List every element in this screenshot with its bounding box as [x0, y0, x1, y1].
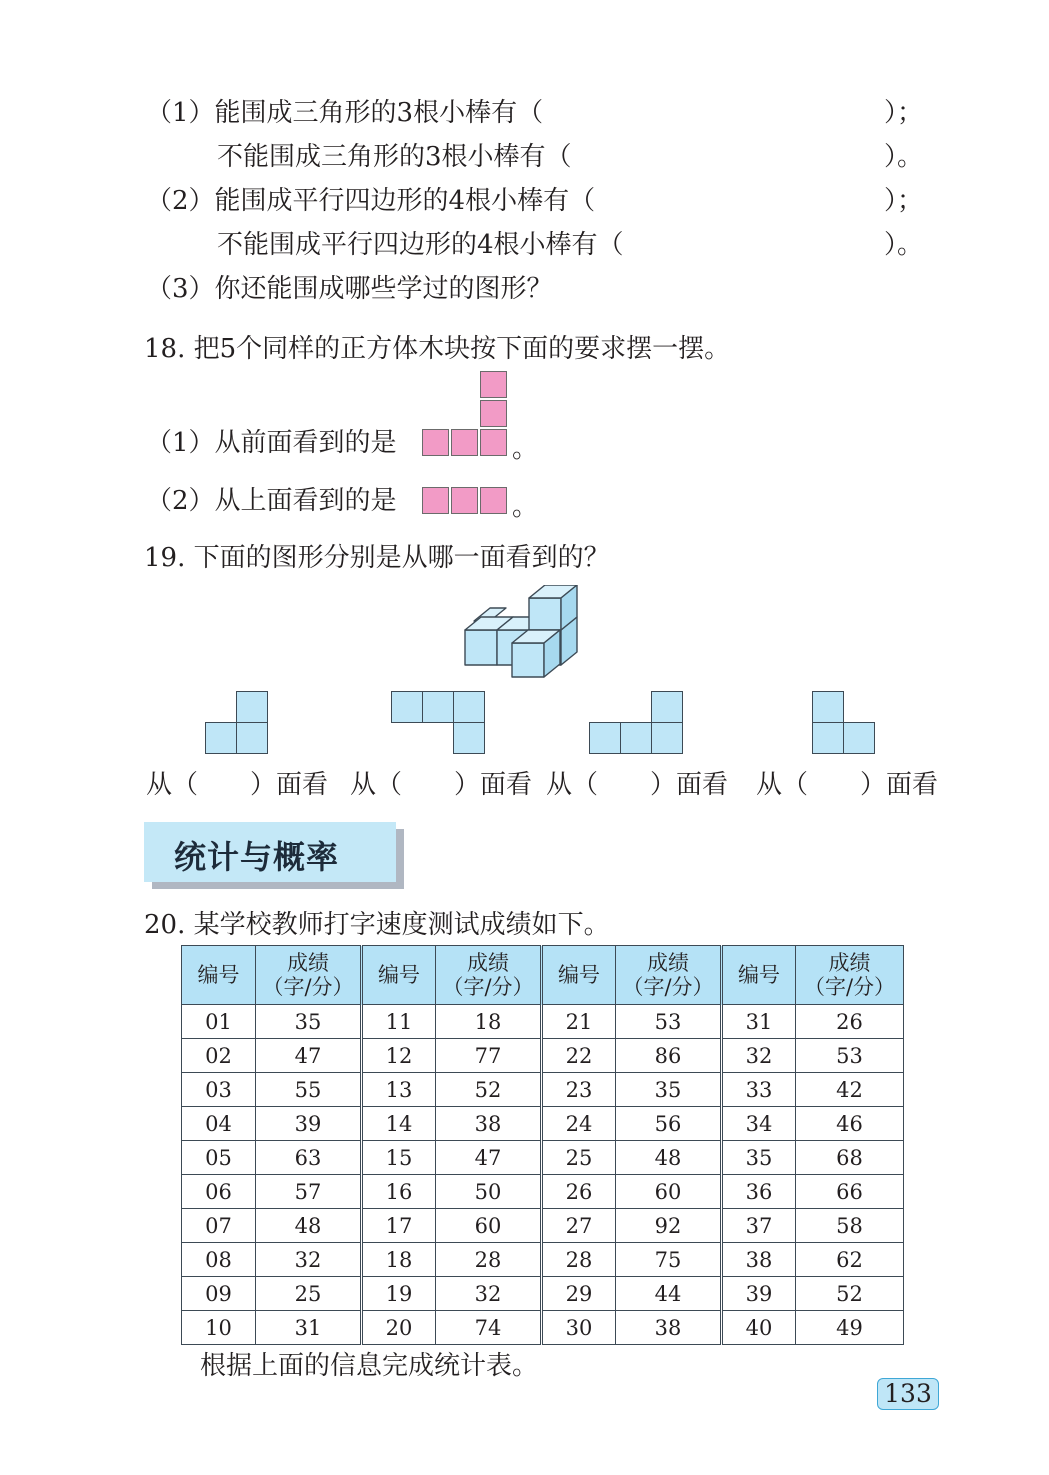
table-cell-score: 66: [796, 1175, 904, 1209]
table-cell-id: 23: [542, 1073, 616, 1107]
table-header-row: [182, 946, 904, 1005]
blue-square: [453, 691, 485, 723]
table-cell-score: 62: [796, 1243, 904, 1277]
table-cell-score: 47: [256, 1039, 362, 1073]
table-cell-id: 08: [182, 1243, 256, 1277]
table-cell-score: 39: [256, 1107, 362, 1141]
table-cell-score: 31: [256, 1311, 362, 1345]
table-cell-id: 02: [182, 1039, 256, 1073]
table-cell-score: 49: [796, 1311, 904, 1345]
pink-square: [422, 487, 449, 514]
q20-footer-instruction: 根据上面的信息完成统计表。: [200, 1351, 539, 1381]
table-cell-score: 35: [256, 1005, 362, 1039]
table-row: [182, 1175, 904, 1209]
table-cell-id: 33: [722, 1073, 796, 1107]
table-cell-score: 18: [436, 1005, 542, 1039]
table-cell-score: 53: [796, 1039, 904, 1073]
q17-part1-line2: 不能围成三角形的3根小棒有（: [217, 142, 572, 172]
table-cell-score: 46: [796, 1107, 904, 1141]
table-row: [182, 1311, 904, 1345]
table-cell-score: 86: [616, 1039, 722, 1073]
table-cell-score: 55: [256, 1073, 362, 1107]
blue-square: [651, 691, 683, 723]
header-score: 成绩 （字/分）: [796, 946, 904, 1005]
pink-square: [480, 429, 507, 456]
table-cell-id: 01: [182, 1005, 256, 1039]
table-row: [182, 1039, 904, 1073]
q17-part1-line2-end: ）。: [884, 142, 924, 172]
table-row: [182, 1005, 904, 1039]
table-cell-score: 48: [616, 1141, 722, 1175]
table-cell-score: 58: [796, 1209, 904, 1243]
blue-square: [453, 722, 485, 754]
table-row: [182, 1107, 904, 1141]
table-cell-id: 04: [182, 1107, 256, 1141]
table-cell-score: 26: [796, 1005, 904, 1039]
q18-top-view-label: （2）从上面看到的是: [146, 486, 397, 516]
q17-part1-line1: （1）能围成三角形的3根小棒有（: [146, 98, 544, 128]
table-cell-score: 68: [796, 1141, 904, 1175]
pink-square: [480, 487, 507, 514]
table-row: [182, 1073, 904, 1107]
table-cell-id: 15: [362, 1141, 436, 1175]
blue-square: [391, 691, 423, 723]
q19-view-label-3: 从（ ）面看: [546, 770, 729, 800]
table-cell-id: 31: [722, 1005, 796, 1039]
table-cell-score: 32: [436, 1277, 542, 1311]
table-cell-score: 52: [796, 1277, 904, 1311]
table-cell-score: 32: [256, 1243, 362, 1277]
table-cell-id: 34: [722, 1107, 796, 1141]
table-cell-id: 21: [542, 1005, 616, 1039]
page-number: 133: [877, 1378, 939, 1410]
table-cell-id: 25: [542, 1141, 616, 1175]
q18-period-2: 。: [512, 492, 539, 522]
table-cell-id: 17: [362, 1209, 436, 1243]
table-cell-id: 13: [362, 1073, 436, 1107]
blue-square: [236, 722, 268, 754]
q19-view-label-1: 从（ ）面看: [146, 770, 329, 800]
table-cell-id: 22: [542, 1039, 616, 1073]
table-cell-id: 24: [542, 1107, 616, 1141]
blue-square: [651, 722, 683, 754]
table-cell-score: 77: [436, 1039, 542, 1073]
table-cell-id: 35: [722, 1141, 796, 1175]
table-cell-score: 48: [256, 1209, 362, 1243]
header-id: 编号: [542, 946, 616, 1005]
table-cell-score: 92: [616, 1209, 722, 1243]
typing-score-table: [181, 945, 904, 1345]
table-cell-id: 11: [362, 1005, 436, 1039]
blue-square: [812, 722, 844, 754]
table-cell-score: 44: [616, 1277, 722, 1311]
table-cell-score: 74: [436, 1311, 542, 1345]
table-cell-id: 05: [182, 1141, 256, 1175]
q20-title: 20. 某学校教师打字速度测试成绩如下。: [144, 910, 610, 940]
q17-part1-line1-end: ）；: [884, 98, 924, 128]
table-cell-id: 32: [722, 1039, 796, 1073]
blue-square: [620, 722, 652, 754]
blue-square: [589, 722, 621, 754]
table-cell-id: 38: [722, 1243, 796, 1277]
section-banner: [144, 822, 396, 882]
table-row: [182, 1243, 904, 1277]
table-cell-score: 50: [436, 1175, 542, 1209]
table-cell-score: 53: [616, 1005, 722, 1039]
blue-square: [236, 691, 268, 723]
table-cell-score: 42: [796, 1073, 904, 1107]
table-cell-id: 18: [362, 1243, 436, 1277]
header-score: 成绩 （字/分）: [616, 946, 722, 1005]
q19-title: 19. 下面的图形分别是从哪一面看到的？: [144, 543, 610, 573]
table-cell-id: 09: [182, 1277, 256, 1311]
blue-square: [812, 691, 844, 723]
table-cell-id: 12: [362, 1039, 436, 1073]
table-cell-id: 10: [182, 1311, 256, 1345]
table-cell-score: 38: [436, 1107, 542, 1141]
table-cell-id: 03: [182, 1073, 256, 1107]
table-cell-id: 26: [542, 1175, 616, 1209]
table-cell-id: 39: [722, 1277, 796, 1311]
pink-square: [451, 487, 478, 514]
table-cell-id: 28: [542, 1243, 616, 1277]
pink-square: [480, 371, 507, 398]
header-score: 成绩 （字/分）: [256, 946, 362, 1005]
section-title: 统计与概率: [174, 838, 340, 876]
q17-part2-line2-end: ）。: [884, 230, 924, 260]
header-id: 编号: [362, 946, 436, 1005]
blue-square: [422, 691, 454, 723]
header-id: 编号: [182, 946, 256, 1005]
q19-cube-stack-figure: [460, 585, 585, 680]
blue-square: [205, 722, 237, 754]
q18-title: 18. 把5个同样的正方体木块按下面的要求摆一摆。: [144, 334, 731, 364]
table-cell-id: 06: [182, 1175, 256, 1209]
table-cell-score: 25: [256, 1277, 362, 1311]
table-body: [182, 1005, 904, 1345]
table-cell-id: 37: [722, 1209, 796, 1243]
table-cell-score: 38: [616, 1311, 722, 1345]
q17-part2-line1: （2）能围成平行四边形的4根小棒有（: [146, 186, 596, 216]
table-cell-id: 27: [542, 1209, 616, 1243]
table-cell-id: 20: [362, 1311, 436, 1345]
table-cell-id: 30: [542, 1311, 616, 1345]
table-cell-id: 36: [722, 1175, 796, 1209]
table-cell-score: 63: [256, 1141, 362, 1175]
table-cell-score: 75: [616, 1243, 722, 1277]
table-cell-id: 29: [542, 1277, 616, 1311]
q19-view-label-4: 从（ ）面看: [756, 770, 939, 800]
table-cell-score: 52: [436, 1073, 542, 1107]
q18-front-view-label: （1）从前面看到的是: [146, 428, 397, 458]
table-cell-id: 19: [362, 1277, 436, 1311]
table-cell-id: 14: [362, 1107, 436, 1141]
table-cell-id: 07: [182, 1209, 256, 1243]
q19-view-label-2: 从（ ）面看: [350, 770, 533, 800]
table-cell-score: 60: [436, 1209, 542, 1243]
table-cell-score: 28: [436, 1243, 542, 1277]
blue-square: [843, 722, 875, 754]
table-cell-id: 16: [362, 1175, 436, 1209]
table-row: [182, 1277, 904, 1311]
table-cell-score: 47: [436, 1141, 542, 1175]
table-cell-score: 57: [256, 1175, 362, 1209]
pink-square: [422, 429, 449, 456]
table-cell-score: 35: [616, 1073, 722, 1107]
q17-part2-line1-end: ）；: [884, 186, 924, 216]
pink-square: [480, 400, 507, 427]
table-cell-score: 60: [616, 1175, 722, 1209]
q17-part3: （3）你还能围成哪些学过的图形？: [146, 274, 553, 304]
table-row: [182, 1209, 904, 1243]
table-cell-score: 56: [616, 1107, 722, 1141]
q17-part2-line2: 不能围成平行四边形的4根小棒有（: [217, 230, 624, 260]
table-row: [182, 1141, 904, 1175]
header-score: 成绩 （字/分）: [436, 946, 542, 1005]
header-id: 编号: [722, 946, 796, 1005]
pink-square: [451, 429, 478, 456]
table-cell-id: 40: [722, 1311, 796, 1345]
q18-period-1: 。: [512, 434, 539, 464]
